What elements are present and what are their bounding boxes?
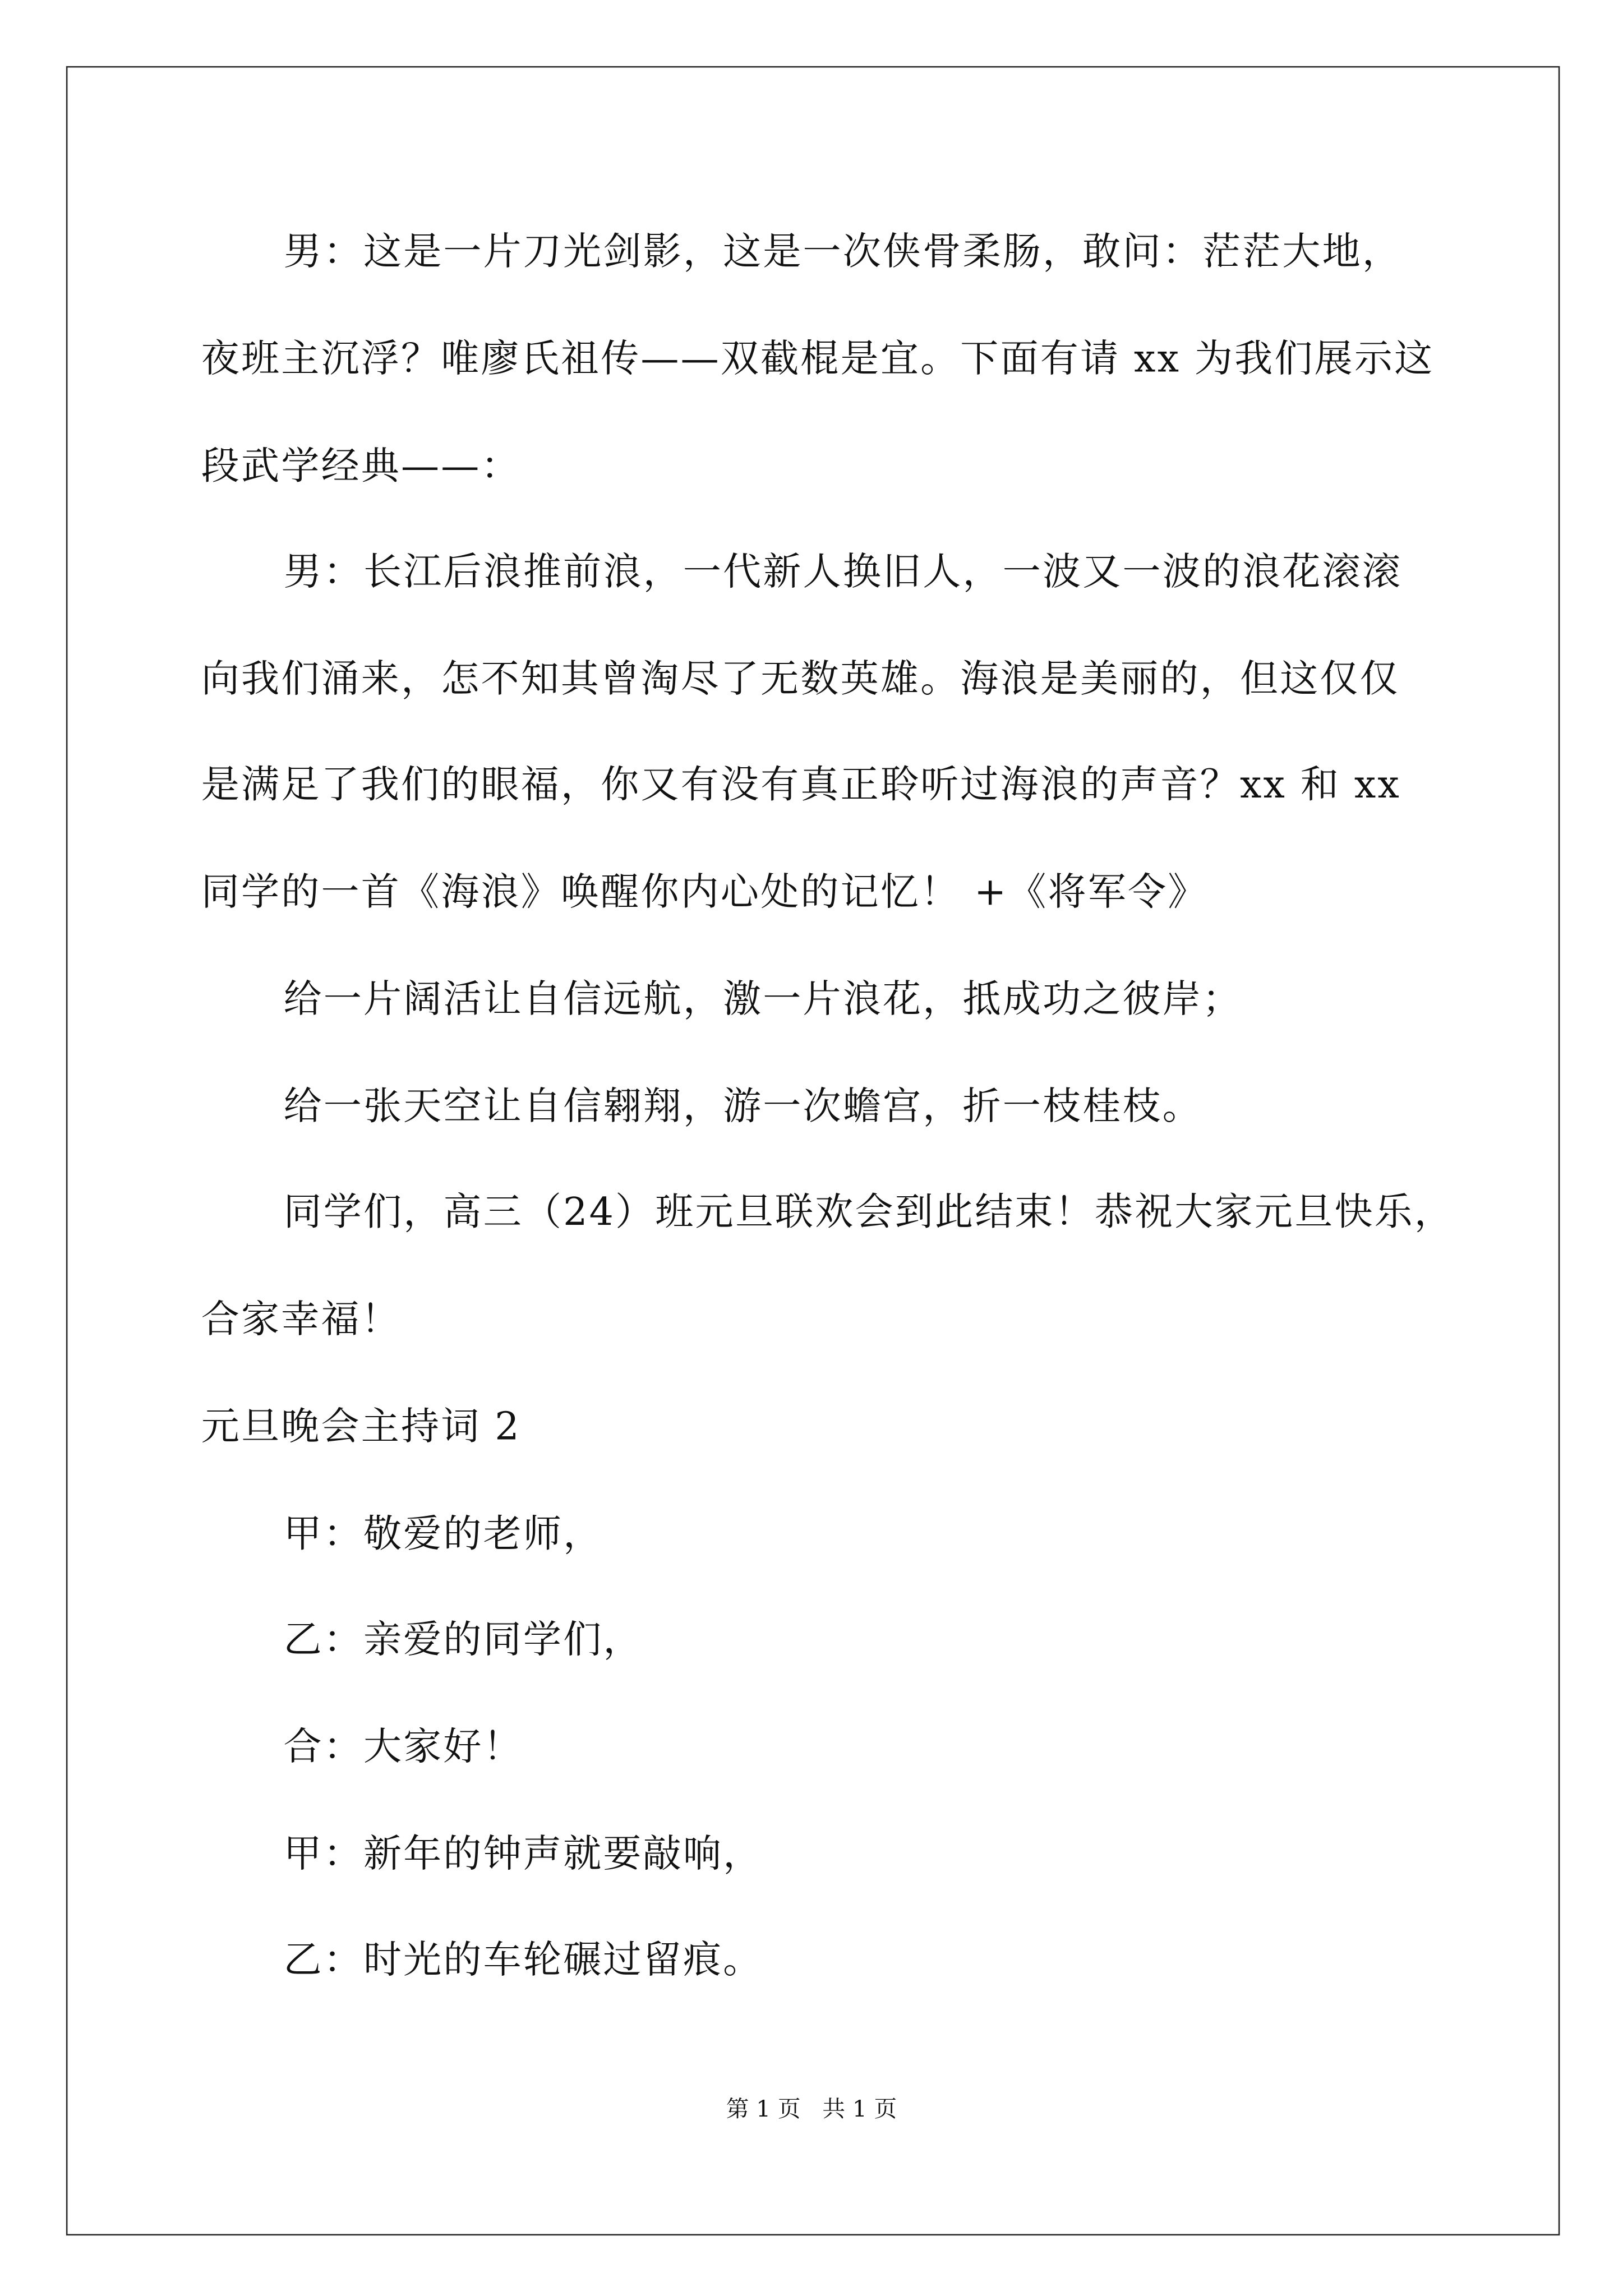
- paragraph-line: 合家幸福！: [201, 1298, 402, 1343]
- paragraph-line: 合：大家好！: [283, 1726, 523, 1770]
- paragraph-line: 向我们涌来，怎不知其曾淘尽了无数英雄。海浪是美丽的，但这仅仅: [201, 658, 1400, 702]
- paragraph-line: 是满足了我们的眼福，你又有没有真正聆听过海浪的声音？xx 和 xx: [201, 763, 1401, 808]
- paragraph-line: 男：这是一片刀光剑影，这是一次侠骨柔肠，敢问：茫茫大地，: [283, 230, 1403, 275]
- paragraph-line: 给一片阔活让自信远航，激一片浪花，抵成功之彼岸；: [283, 978, 1243, 1022]
- paragraph-line: 夜班主沉浮？唯廖氏祖传——双截棍是宜。下面有请 xx 为我们展示这: [201, 338, 1435, 382]
- paragraph-line: 段武学经典——：: [201, 445, 521, 490]
- page-footer: 第 1 页 共 1 页: [726, 2096, 897, 2123]
- paragraph-line: 同学的一首《海浪》唤醒你内心处的记忆！ +《将军令》: [201, 871, 1208, 915]
- paragraph-line: 给一张天空让自信翱翔，游一次蟾宫，折一枝桂枝。: [283, 1085, 1202, 1130]
- paragraph-line: 乙：时光的车轮碾过留痕。: [283, 1939, 763, 1983]
- paragraph-line: 同学们，高三（24）班元旦联欢会到此结束！恭祝大家元旦快乐，: [283, 1191, 1455, 1235]
- paragraph-line: 甲：新年的钟声就要敲响，: [283, 1833, 763, 1878]
- paragraph-line: 甲：敬爱的老师，: [283, 1513, 603, 1557]
- paragraph-line: 乙：亲爱的同学们，: [283, 1619, 643, 1663]
- paragraph-line: 男：长江后浪推前浪，一代新人换旧人，一波又一波的浪花滚滚: [283, 551, 1403, 595]
- section-heading: 元旦晚会主持词 2: [201, 1405, 521, 1450]
- page-border: [66, 66, 1560, 2235]
